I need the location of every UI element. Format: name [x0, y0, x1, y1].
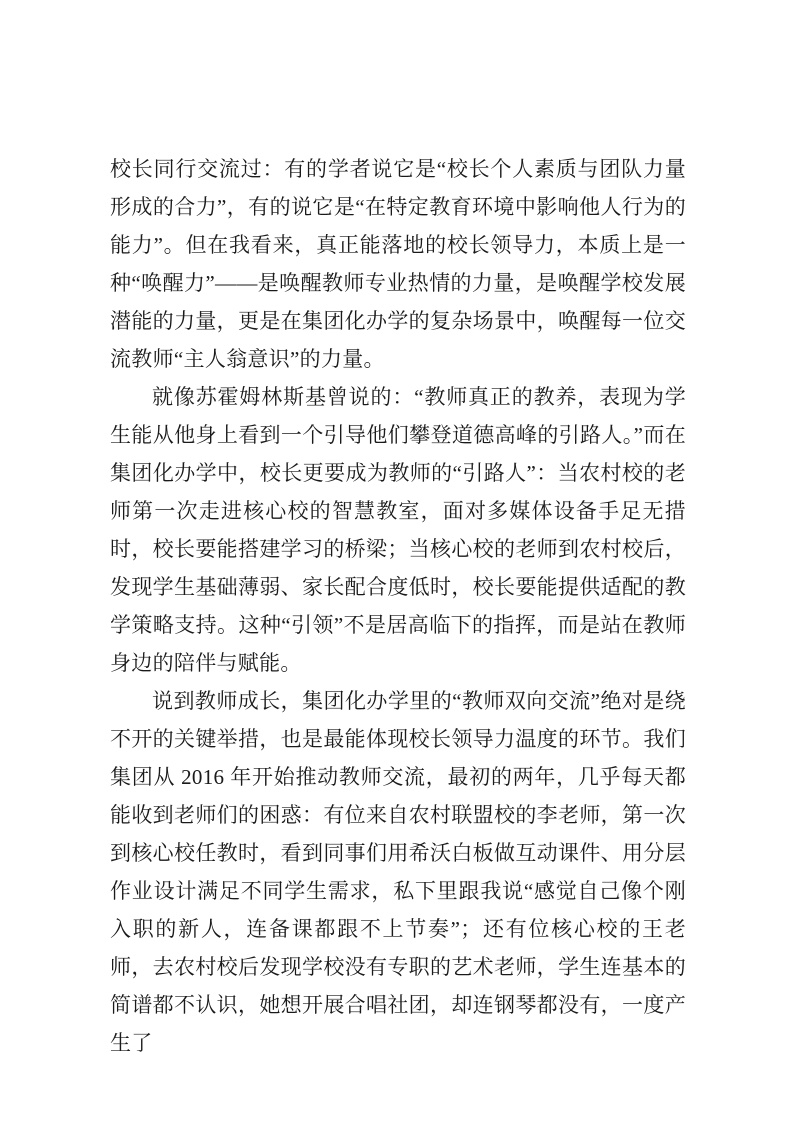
paragraph: 就像苏霍姆林斯基曾说的：“教师真正的教养，表现为学生能从他身上看到一个引导他们攀登道德高峰的引路人。”而在集团化办学中，校长更要成为教师的“引路人”：当农村校的老师第一次走进核心校的智慧教室，面对多媒体设备手足无措时，校长要能搭建学习的桥梁；当核心校的老师到农村校后，发现学生基础薄弱、家长配合度低时，校长要能提供适配的教学策略支持。这种“引领”不是居高临下的指挥，而是站在教师身边的陪伴与赋能。: [110, 385, 686, 675]
paragraph: 说到教师成长，集团化办学里的“教师双向交流”绝对是绕不开的关键举措，也是最能体现校长领导力温度的环节。我们集团从 2016 年开始推动教师交流，最初的两年，几乎每天都能收到老师们的困惑：有位来自农村联盟校的李老师，第一次到核心校任教时，看到同事们用希沃白板做互动课件、用分层作业设计满足不同学生需求，私下里跟我说“感觉自己像个刚入职的新人，连备课都跟不上节奏”；还有位核心校的王老师，去农村校后发现学校没有专职的艺术老师，学生连基本的简谱都不认识，她想开展合唱社团，却连钢琴都没有，一度产生了: [110, 689, 686, 1055]
paragraph: 校长同行交流过：有的学者说它是“校长个人素质与团队力量形成的合力”，有的说它是“在特定教育环境中影响他人行为的能力”。但在我看来，真正能落地的校长领导力，本质上是一种“唤醒力”——是唤醒教师专业热情的力量，是唤醒学校发展潜能的力量，更是在集团化办学的复杂场景中，唤醒每一位交流教师“主人翁意识”的力量。: [110, 157, 686, 371]
document-body: [110, 150, 686, 1062]
